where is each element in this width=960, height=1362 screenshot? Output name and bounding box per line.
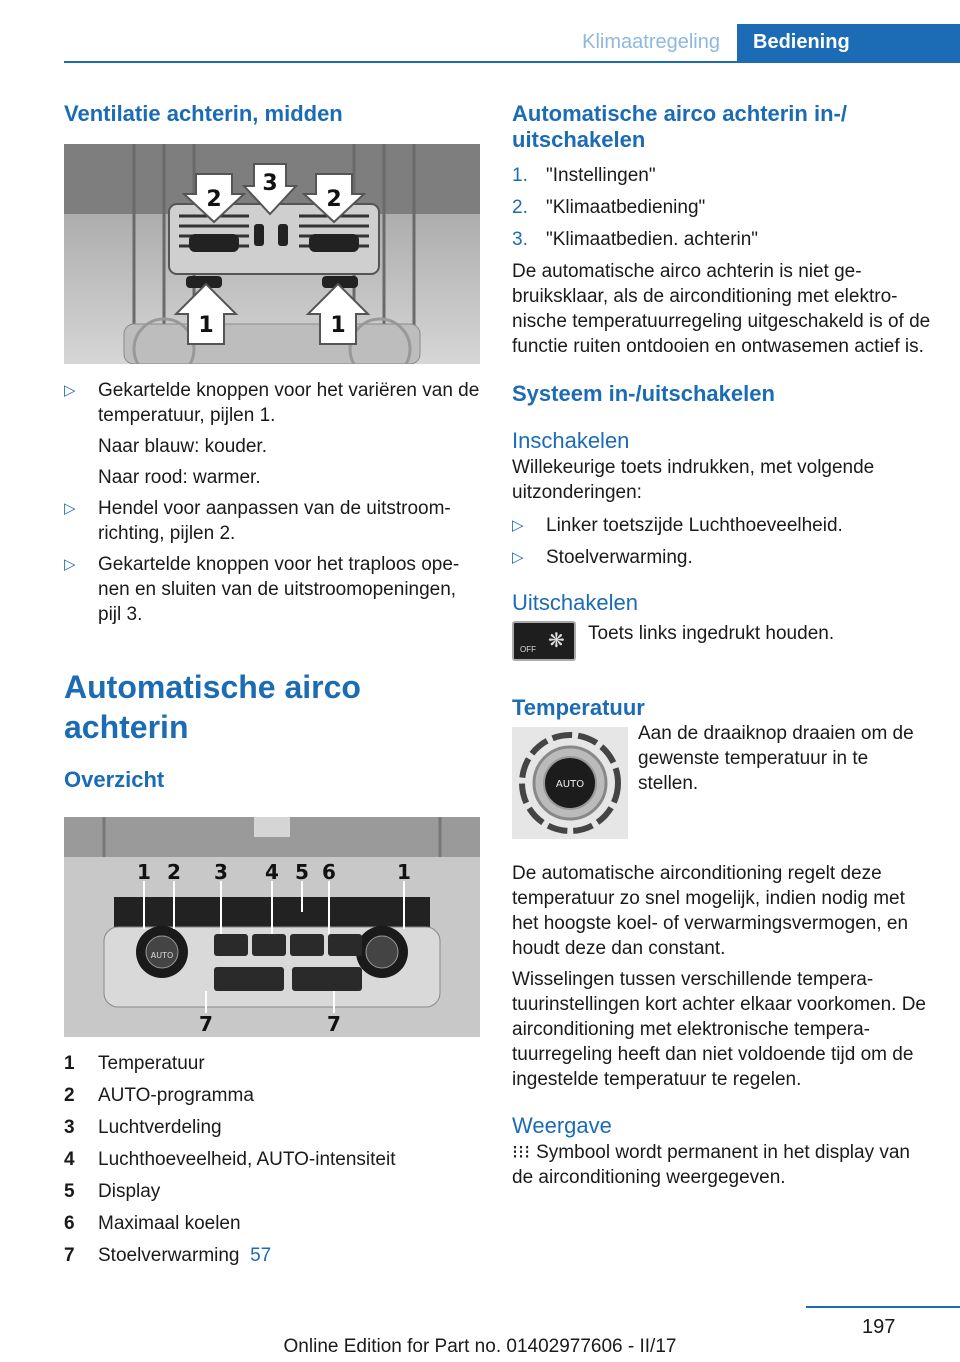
off-button-label: OFF bbox=[520, 645, 536, 654]
page-number: 197 bbox=[862, 1316, 896, 1338]
menu-steps bbox=[512, 163, 932, 259]
switch-off-text: Toets links ingedrukt houden. bbox=[588, 623, 835, 644]
vent-bullet-list bbox=[64, 378, 480, 627]
off-fan-button-image bbox=[512, 621, 576, 661]
switch-on-exceptions bbox=[512, 513, 932, 577]
legend-item: 4 Luchthoeveelheid, AUTO-intensiteit bbox=[64, 1149, 396, 1170]
heading-system-onoff: Systeem in-/uitschakelen bbox=[512, 381, 775, 406]
legend-item: 7 Stoelverwarming 57 bbox=[64, 1245, 272, 1266]
legend-item: 1 Temperatuur bbox=[64, 1053, 205, 1074]
paragraph-changes: Wisselingen tussen verschillende tempera-tuurinstellingen kort achter elkaar voorkomen. De airconditioning met elektronische tempera-tuurregeling heeft dan niet voldoende tijd om de ingestelde temperatuur te regelen. bbox=[512, 969, 926, 1090]
heading-auto-ac-rear: Automatische airco achterin bbox=[64, 669, 361, 745]
panel-label-1b: 1 bbox=[397, 860, 411, 884]
page-reference-link[interactable]: 57 bbox=[250, 1245, 272, 1266]
panel-legend bbox=[64, 1051, 480, 1275]
step-item: 3. "Klimaatbedien. achterin" bbox=[512, 229, 759, 250]
panel-label-3: 3 bbox=[214, 860, 228, 884]
subheading-overview: Overzicht bbox=[64, 767, 165, 792]
paragraph-regulation: De automatische airconditioning regelt deze temperatuur zo snel mogelijk, indien nodig met het hoogste koel- of verwarmingsvermogen, en houdt deze dan constant. bbox=[512, 863, 909, 959]
heading-rear-ventilation: Ventilatie achterin, midden bbox=[64, 101, 343, 126]
control-panel-image bbox=[64, 817, 480, 1037]
header-divider bbox=[64, 61, 960, 63]
vent-label-1a: 1 bbox=[198, 313, 214, 338]
rear-vent-image bbox=[64, 144, 480, 364]
triangle-bullet-icon: ▷ bbox=[512, 549, 524, 566]
page-number-divider bbox=[806, 1306, 960, 1308]
list-item: ▷ Linker toetszijde Luchthoeveelheid. bbox=[512, 515, 843, 536]
subheading-switch-off: Uitschakelen bbox=[512, 590, 638, 615]
fan-icon: ❋ bbox=[548, 630, 565, 652]
knob-auto-label: AUTO bbox=[555, 779, 585, 790]
paragraph-not-ready: De automatische airco achterin is niet ge-bruiksklaar, als de airconditioning met elektro-nische temperatuurregeling uitgeschakeld is of de functie ruiten ontdooien en ontwasemen actief is. bbox=[512, 261, 931, 357]
vent-label-2a: 2 bbox=[206, 187, 222, 212]
list-item: ▷ Gekartelde knoppen voor het traploos ope-nen en sluiten van de uitstroomopeningen, pijl 3. bbox=[64, 554, 460, 625]
step-item: 1. "Instellingen" bbox=[512, 165, 656, 186]
heat-waves-icon: ⁝⁝⁝ bbox=[512, 1142, 531, 1163]
legend-item: 6 Maximaal koelen bbox=[64, 1213, 241, 1234]
edition-footer: Online Edition for Part no. 01402977606 - II/17 bbox=[283, 1336, 677, 1357]
legend-item: 5 Display bbox=[64, 1181, 161, 1202]
triangle-bullet-icon: ▷ bbox=[64, 500, 76, 517]
panel-label-4: 4 bbox=[265, 860, 279, 884]
temperature-text: Aan de draaiknop draaien om de gewenste temperatuur in te stellen. bbox=[638, 723, 914, 794]
subheading-display: Weergave bbox=[512, 1113, 612, 1138]
heading-temperature: Temperatuur bbox=[512, 695, 645, 720]
panel-label-1a: 1 bbox=[137, 860, 151, 884]
list-item: ▷ Gekartelde knoppen voor het variëren van de temperatuur, pijlen 1. Naar blauw: kouder. Naar rood: warmer. bbox=[64, 380, 480, 488]
vent-label-2b: 2 bbox=[326, 187, 342, 212]
list-item: ▷ Stoelverwarming. bbox=[512, 547, 693, 568]
triangle-bullet-icon: ▷ bbox=[64, 382, 76, 399]
heading-auto-ac-onoff: Automatische airco achterin in-/ uitschakelen bbox=[512, 101, 847, 152]
paragraph-switch-on: Willekeurige toets indrukken, met volgende uitzonderingen: bbox=[512, 457, 875, 503]
legend-item: 3 Luchtverdeling bbox=[64, 1117, 222, 1138]
header-chapter: Bediening bbox=[737, 24, 960, 62]
panel-label-6: 6 bbox=[322, 860, 336, 884]
temperature-knob-image bbox=[512, 727, 628, 839]
subheading-switch-on: Inschakelen bbox=[512, 428, 630, 453]
vent-label-3: 3 bbox=[262, 171, 278, 196]
panel-auto-label: AUTO bbox=[150, 951, 174, 960]
legend-item: 2 AUTO-programma bbox=[64, 1085, 254, 1106]
paragraph-display: ⁝⁝⁝ Symbool wordt permanent in het display van de airconditioning weergegeven. bbox=[512, 1142, 910, 1188]
header-section: Klimaatregeling bbox=[582, 31, 720, 53]
step-item: 2. "Klimaatbediening" bbox=[512, 197, 706, 218]
panel-label-5: 5 bbox=[295, 860, 309, 884]
list-item: ▷ Hendel voor aanpassen van de uitstroom-richting, pijlen 2. bbox=[64, 498, 451, 544]
triangle-bullet-icon: ▷ bbox=[64, 556, 76, 573]
panel-label-7a: 7 bbox=[199, 1012, 213, 1036]
right-column bbox=[512, 101, 932, 1190]
panel-label-2: 2 bbox=[167, 860, 181, 884]
panel-label-7b: 7 bbox=[327, 1012, 341, 1036]
vent-label-1b: 1 bbox=[330, 313, 346, 338]
switch-off-row bbox=[512, 621, 932, 665]
triangle-bullet-icon: ▷ bbox=[512, 517, 524, 534]
left-column bbox=[64, 101, 480, 1275]
temperature-row bbox=[512, 721, 932, 841]
